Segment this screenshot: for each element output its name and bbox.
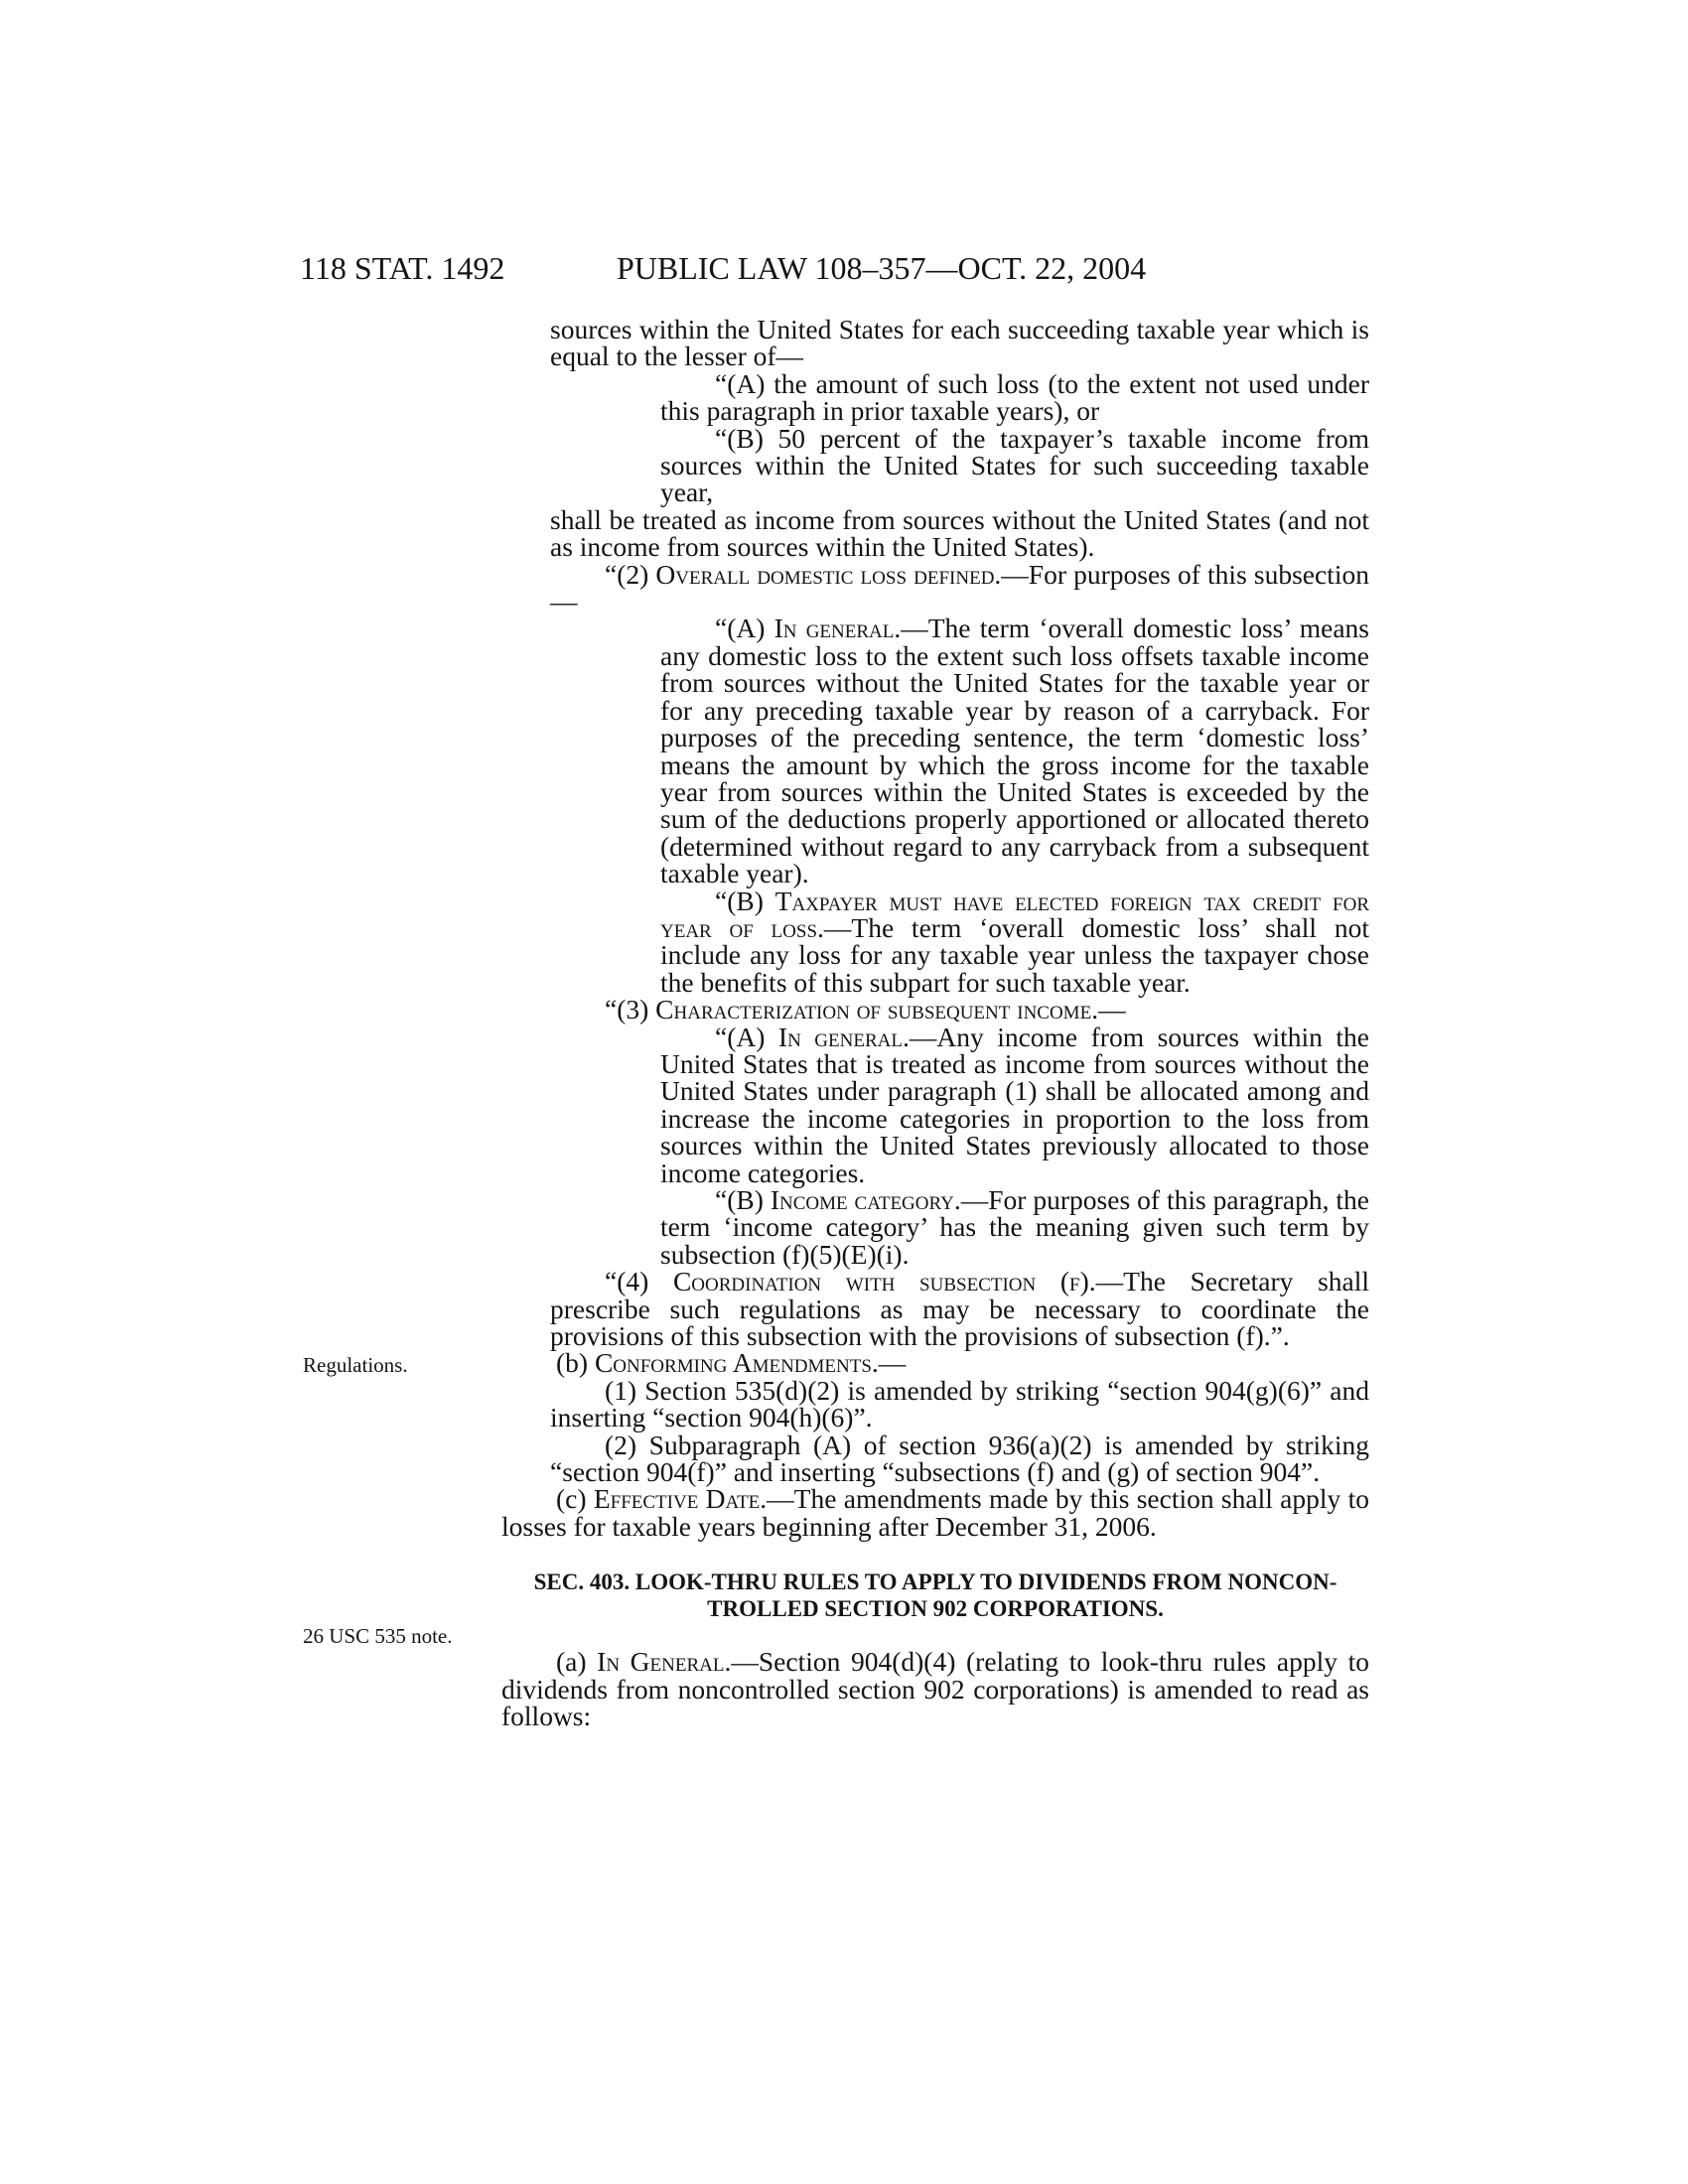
paragraph-3-heading: Characterization of subsequent income [655, 994, 1092, 1025]
subsection-b-text: .— [871, 1347, 907, 1379]
subsection-b-heading: Conforming Amendments [594, 1347, 872, 1379]
paragraph-3a [550, 1021, 1369, 1188]
paragraph-2a [550, 614, 1369, 887]
paragraph-3b-text: .—For purposes of this paragraph, the term ‘income category’ has the meaning given such term by subsection (f)(5)(E)(i). [660, 1184, 1369, 1270]
paragraph-2b-lead: “(B) [715, 885, 775, 916]
section-403-a-text: .—Section 904(d)(4) (relating to look-thru rules apply to dividends from noncontrolled section 902 corporations) is amended to read as follows: [501, 1646, 1370, 1732]
paragraph-3a-text: .—Any income from sources within the United States that is treated as income from sources without the United States under paragraph (1) shall be allocated among and increase the income categories in proportion to the loss from sources within the United States previously allocated to those income categories. [660, 1021, 1369, 1188]
subsection-b-lead: (b) [556, 1347, 595, 1379]
paragraph-4-lead: “(4) [605, 1266, 673, 1297]
running-header: PUBLIC LAW 108–357—OCT. 22, 2004 [617, 250, 1147, 286]
paragraph-3b-heading: Income category [770, 1184, 954, 1215]
paragraph-2-lead: “(2) [605, 558, 656, 590]
section-403-subsection-a [501, 1646, 1370, 1732]
paragraph-3 [550, 996, 1369, 1023]
section-403-a-lead: (a) [556, 1646, 598, 1678]
paragraph-2b-text: .—The term ‘overall domestic loss’ shall not include any loss for any taxable year unless the taxpayer chose the benefits of this subpart for such taxable year. [660, 911, 1369, 998]
subsection-c-heading: Effective Date [593, 1483, 761, 1515]
section-403-a-heading: In General [597, 1646, 725, 1678]
paragraph-2b [550, 887, 1369, 997]
subsection-block [501, 314, 1370, 1352]
clause-a: “(A) the amount of such loss (to the extent not used under this paragraph in prior taxable years), or [660, 367, 1369, 427]
paragraph-2a-lead: “(A) [715, 613, 774, 644]
subsection-b-item-1: (1) Section 535(d)(2) is amended by striking “section 904(g)(6)” and inserting “section 904(h)(6)”. [550, 1374, 1369, 1433]
section-403-title [501, 1569, 1369, 1622]
subsection-c-lead: (c) [556, 1483, 594, 1515]
paragraph-3a-lead: “(A) [715, 1021, 778, 1052]
paragraph-4 [550, 1266, 1370, 1352]
paragraph-2 [550, 558, 1369, 617]
subsection-c [501, 1485, 1369, 1540]
paragraph-2a-heading: In general [774, 613, 895, 644]
paragraph-2b-heading: Taxpayer must have elected foreign tax credit for year of loss [660, 885, 1369, 943]
paragraph-3b [550, 1186, 1369, 1268]
subsection-c-text: .—The amendments made by this section shall apply to losses for taxable years beginning after December 31, 2006. [501, 1483, 1369, 1542]
paragraph-2-heading: Overall domestic loss defined [655, 558, 995, 590]
paragraph-3-text: .— [1091, 994, 1126, 1025]
subsection-b-item-2: (2) Subparagraph (A) of section 936(a)(2) is amended by striking “section 904(f)” and inserting “subsections (f) and (g) of section 904”. [550, 1429, 1369, 1488]
section-title-line-2: TROLLED SECTION 902 CORPORATIONS. [707, 1596, 1164, 1622]
paragraph-2-text: .—For purposes of this subsection— [550, 558, 1369, 617]
paragraph-intro: sources within the United States for each succeeding taxable year which is equal to the lesser of— [550, 314, 1369, 372]
paragraph-3b-lead: “(B) [715, 1184, 771, 1215]
paragraph-shall: shall be treated as income from sources without the United States (and not as income from sources within the United States). [550, 503, 1369, 563]
paragraph-4-text: .—The Secretary shall prescribe such regulations as may be necessary to coordinate the provisions of this subsection with the provisions of subsection (f).”. [550, 1266, 1370, 1352]
section-title-line-1: SEC. 403. LOOK-THRU RULES TO APPLY TO DIVIDENDS FROM NONCON- [533, 1570, 1337, 1595]
margin-note-usc: 26 USC 535 note. [303, 1624, 453, 1648]
paragraph-3-lead: “(3) [605, 994, 656, 1025]
subsection-b-items [501, 1374, 1369, 1488]
subsection-b [501, 1347, 1369, 1379]
paragraph-2a-text: .—The term ‘overall domestic loss’ means any domestic loss to the extent such loss offsets taxable income from sources without the United States for the taxable year or for any preceding taxable year by reason of a carryback. For purposes of the preceding sentence, the term ‘domestic loss’ means the amount by which the gross income for the taxable year from sources within the United States is exceeded by the sum of the deductions properly apportioned or allocated thereto (determined without regard to any carryback from a subsequent taxable year). [660, 613, 1369, 889]
paragraph-4-heading: Coordination with subsection (f) [672, 1266, 1089, 1297]
clause-b: “(B) 50 percent of the taxpayer’s taxable income from sources within the United States for such succeeding taxable year, [660, 422, 1369, 508]
main-text-column [501, 316, 1369, 1730]
margin-note-regulations: Regulations. [303, 1353, 408, 1377]
stat-page-number: 118 STAT. 1492 [300, 250, 505, 286]
paragraph-3a-heading: In general [777, 1021, 903, 1052]
